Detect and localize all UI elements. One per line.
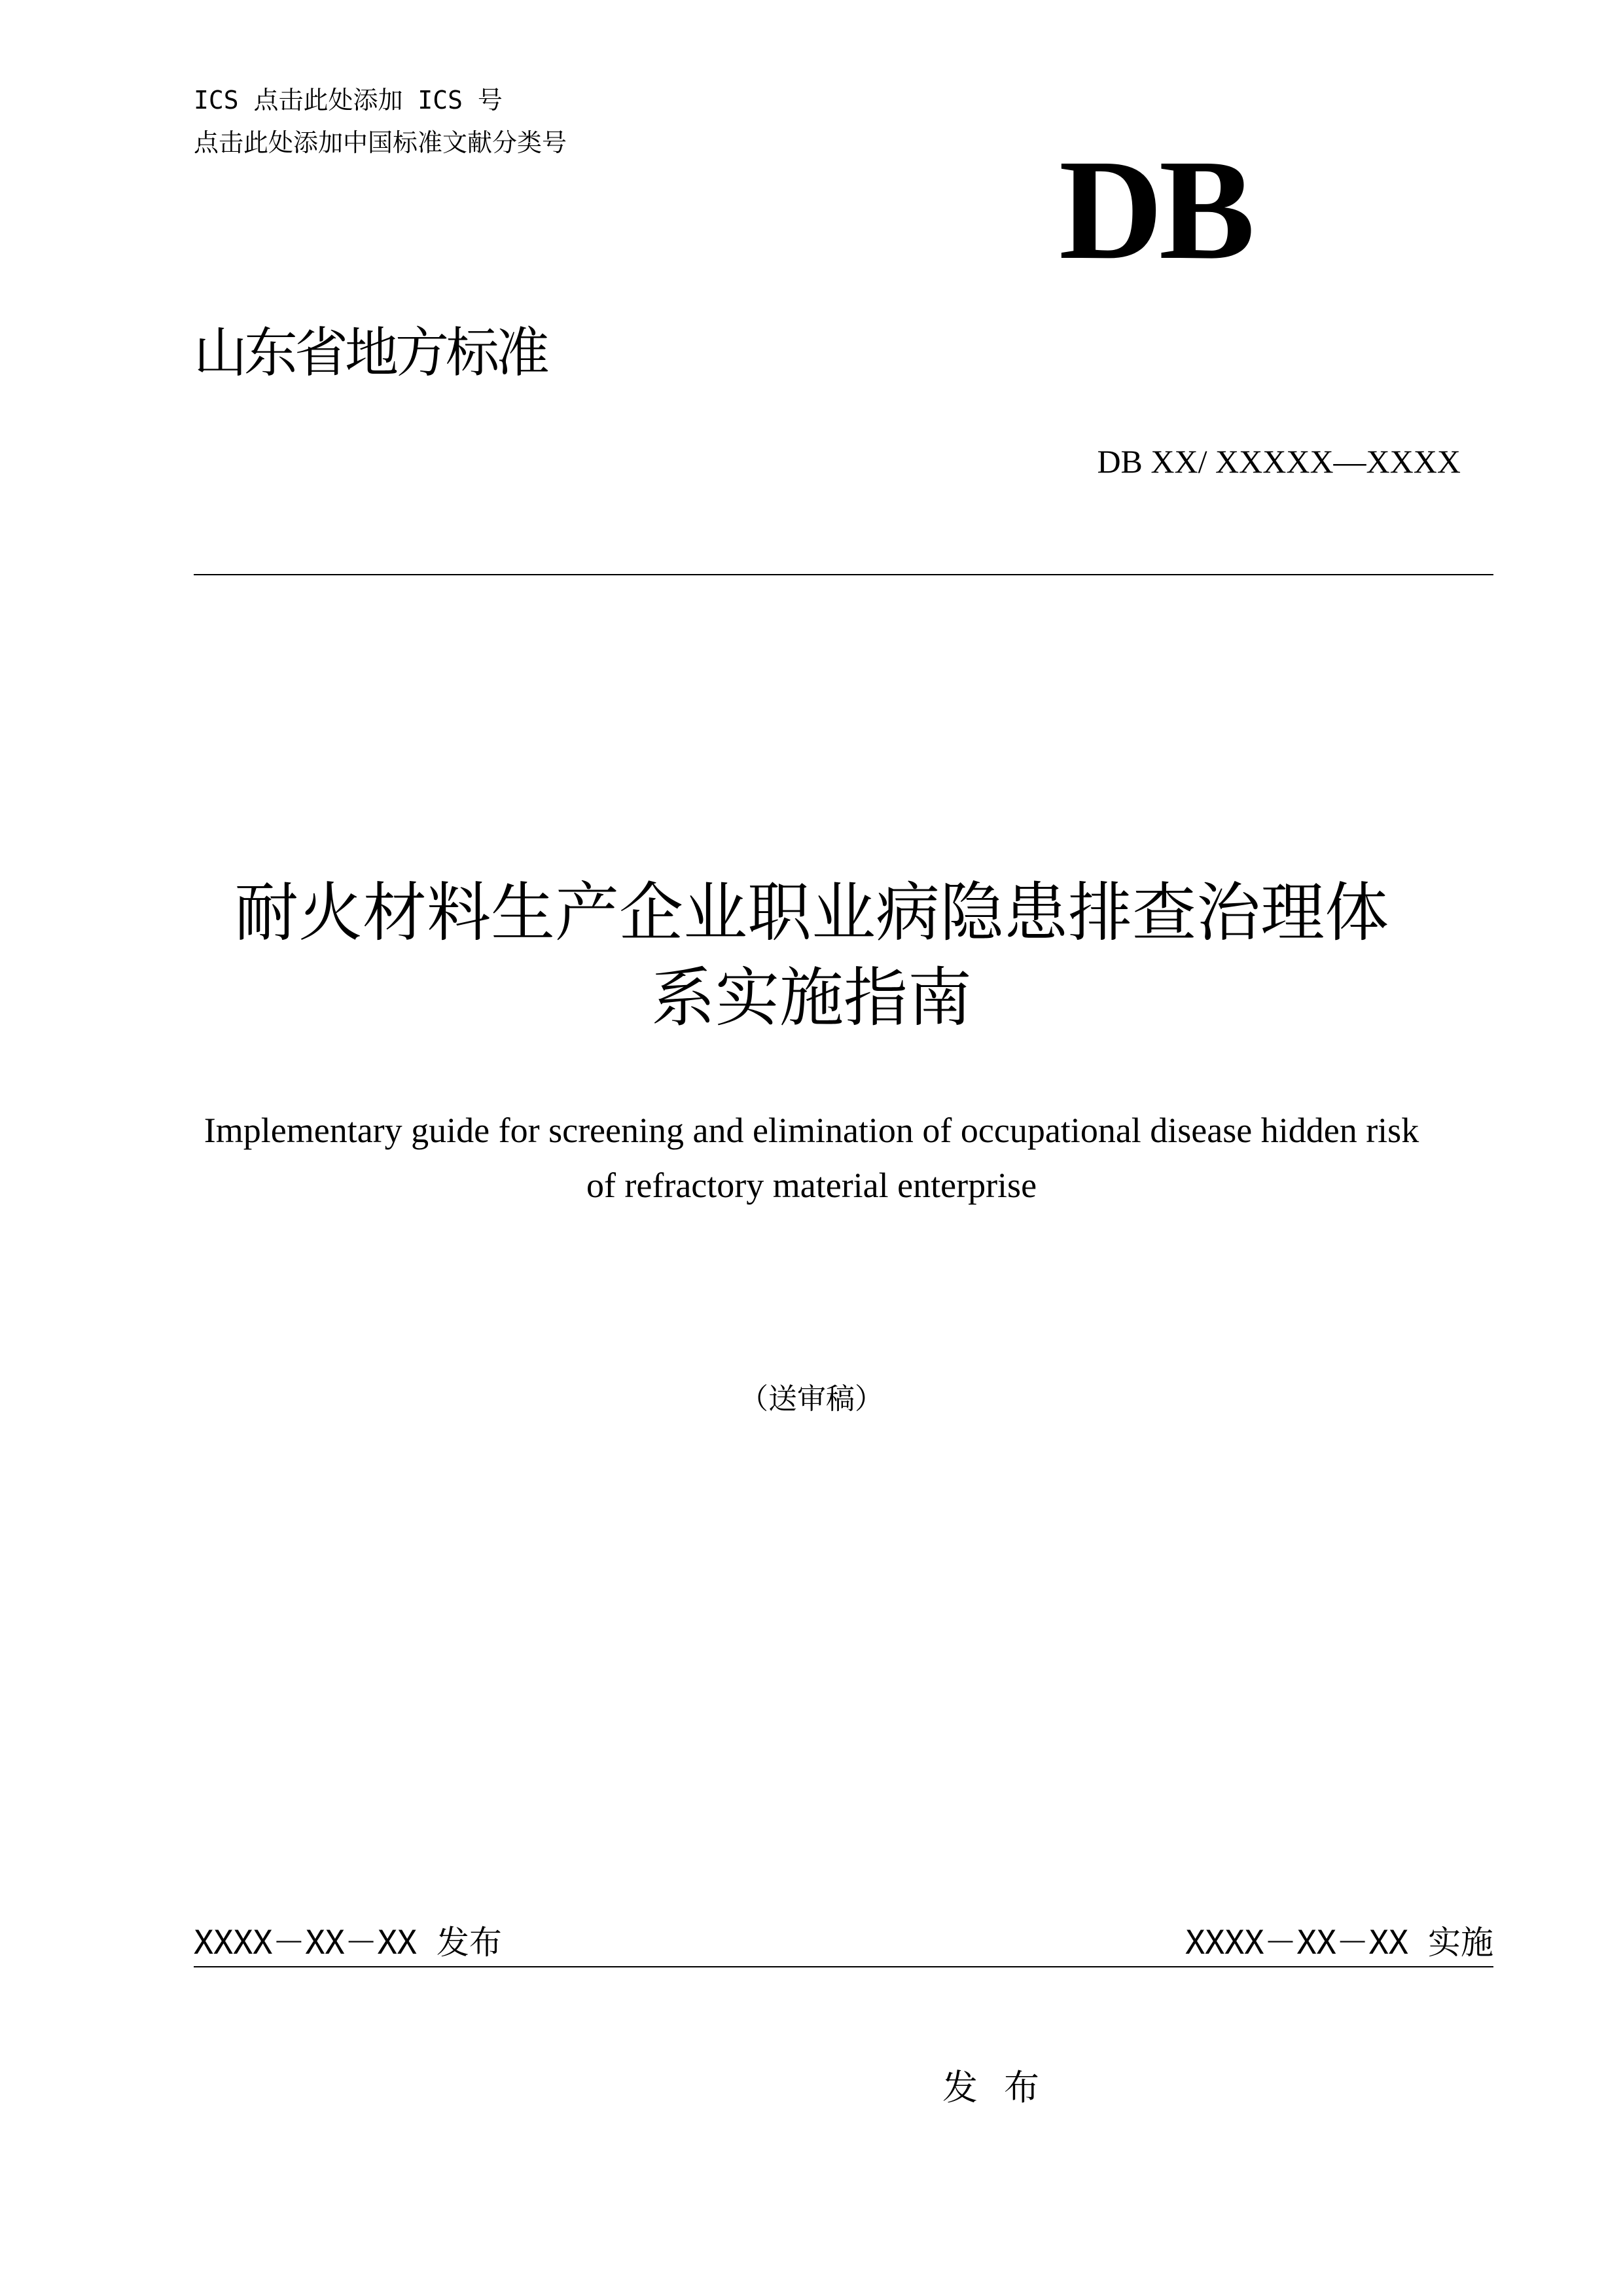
- chinese-title-line-1: 耐火材料生产企业职业病隐患排查治理体: [234, 876, 1389, 950]
- implementation-date: XXXX－XX－XX 实施: [1185, 1924, 1493, 1962]
- draft-status-note: （送审稿）: [740, 1382, 883, 1416]
- english-title-line-1: Implementary guide for screening and elimination of occupational disease hidden risk: [204, 1111, 1419, 1150]
- footer-divider: [194, 1966, 1493, 1967]
- english-title-line-2: of refractory material enterprise: [586, 1166, 1037, 1205]
- standard-type-heading: 山东省地方标准: [194, 322, 547, 384]
- classification-number-line: 点击此处添加中国标准文献分类号: [194, 128, 567, 157]
- english-title: [0, 1103, 1623, 1213]
- standard-number: DB XX/ XXXXX—XXXX: [1097, 443, 1461, 480]
- header-divider: [194, 574, 1493, 575]
- ics-number-line: ICS 点击此处添加 ICS 号: [194, 86, 503, 115]
- db-logo-mark: DB: [1059, 130, 1251, 289]
- issue-date: XXXX－XX－XX 发布: [194, 1924, 502, 1962]
- chinese-title: [0, 870, 1623, 1041]
- chinese-title-line-2: 系实施指南: [651, 961, 972, 1035]
- publisher-line: 发布: [942, 2067, 1065, 2108]
